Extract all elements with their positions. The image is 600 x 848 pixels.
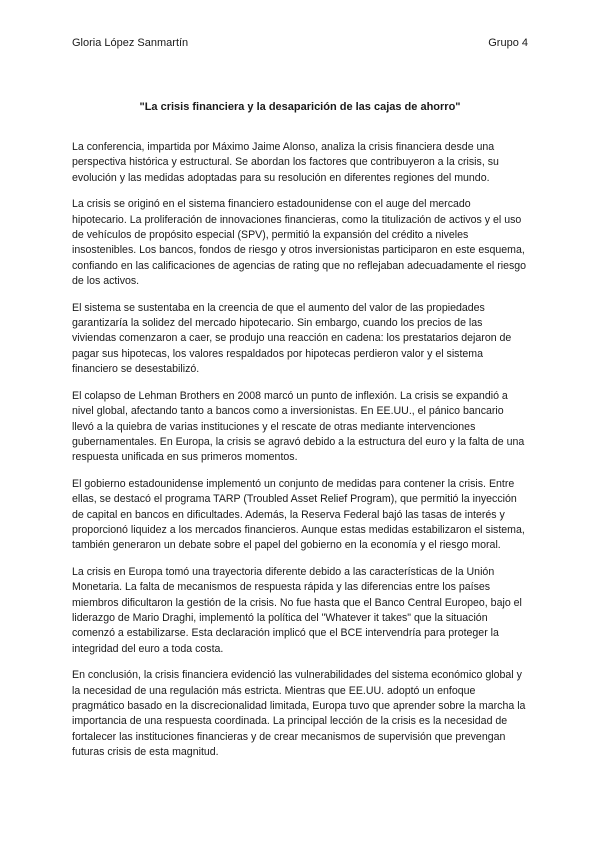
page-header xyxy=(72,36,528,50)
author-name: Gloria López Sanmartín xyxy=(72,37,189,49)
paragraph-us-measures: El gobierno estadounidense implementó un conjunto de medidas para contener la crisis. Entre ellas, se destacó el programa TARP (Troubled Asset Relief Program), que permitió la inyección de capital en bancos en dificultades. Además, la Reserva Federal bajó las tasas de interés y proporcionó liquidez a los mercados financieros. Aunque estas medidas estabilizaron el sistema, también generaron un debate sobre el papel del gobierno en la economía y el riesgo moral. xyxy=(72,477,525,552)
paragraph-system: El sistema se sustentaba en la creencia de que el aumento del valor de las propiedades garantizaría la solidez del mercado hipotecario. Sin embargo, cuando los precios de las viviendas comenzaron a caer, se produjo una reacción en cadena: los prestatarios dejaron de pagar sus hipotecas, los valores respaldados por hipotecas perdieron valor y el sistema financiero se desestabilizó. xyxy=(72,301,512,376)
paragraph-europe: La crisis en Europa tomó una trayectoria diferente debido a las características de la Unión Monetaria. La falta de mecanismos de respuesta rápida y las diferencias entre los países miembros dificultaron la gestión de la crisis. No fue hasta que el Banco Central Europeo, bajo el liderazgo de Mario Draghi, implementó la política del "Whatever it takes" que la situación comenzó a estabilizarse. Esta declaración implicó que el BCE intervendría para proteger la integridad del euro a toda costa. xyxy=(72,565,522,655)
document-title: "La crisis financiera y la desaparición de las cajas de ahorro" xyxy=(139,101,461,113)
paragraph-intro: La conferencia, impartida por Máximo Jaime Alonso, analiza la crisis financiera desde una perspectiva histórica y estructural. Se abordan los factores que contribuyeron a la crisis, su evolución y las medidas adoptadas para su resolución en diferentes regiones del mundo. xyxy=(72,141,499,184)
paragraph-conclusion: En conclusión, la crisis financiera evidenció las vulnerabilidades del sistema económico global y la necesidad de una regulación más estricta. Mientras que EE.UU. adoptó un enfoque pragmático basado en la discrecionalidad limitada, Europa tuvo que aprender sobre la marcha la importancia de una respuesta coordinada. La principal lección de la crisis es la necesidad de fortalecer las instituciones financieras y de crear mecanismos de supervisión que prevengan futuras crisis de esta magnitud. xyxy=(72,669,526,759)
paragraph-origin: La crisis se originó en el sistema financiero estadounidense con el auge del mercado hipotecario. La proliferación de innovaciones financieras, como la titulización de activos y el uso de vehículos de propósito especial (SPV), permitió la expansión del crédito a niveles insostenibles. Los bancos, fondos de riesgo y otros inversionistas participaron en este esquema, confiando en las calificaciones de agencias de rating que no reflejaban adecuadamente el riesgo de los activos. xyxy=(72,198,527,288)
group-label: Grupo 4 xyxy=(488,37,528,49)
paragraph-lehman: El colapso de Lehman Brothers en 2008 marcó un punto de inflexión. La crisis se expandió a nivel global, afectando tanto a bancos como a inversionistas. En EE.UU., el pánico bancario llevó a la quiebra de varias instituciones y el rescate de otras mediante intervenciones gubernamentales. En Europa, la crisis se agravó debido a la estructura del euro y la falta de una respuesta unificada en sus primeros momentos. xyxy=(72,389,525,464)
document-body xyxy=(72,140,528,772)
